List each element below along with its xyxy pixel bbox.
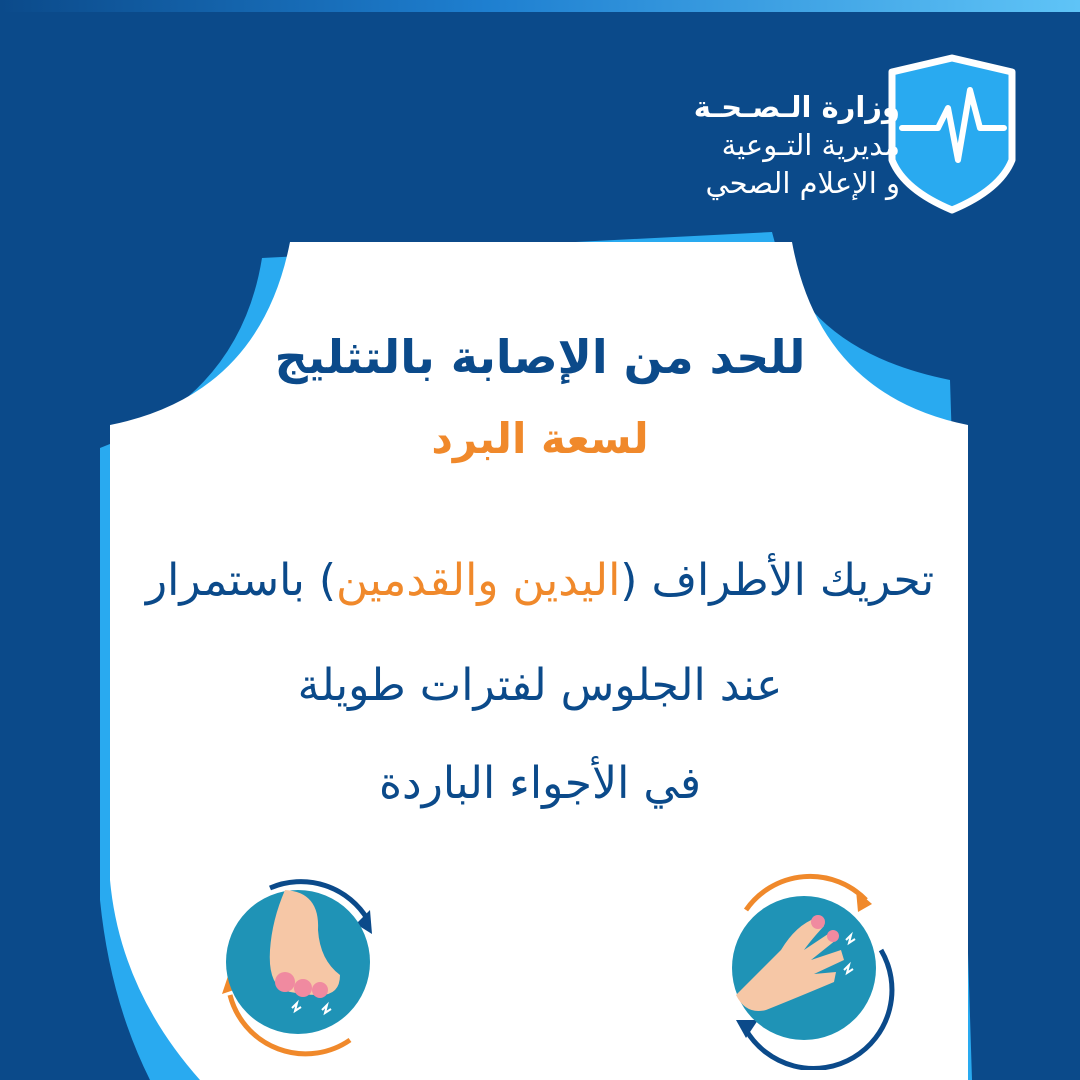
body-line-1	[0, 555, 1080, 606]
body-highlight: اليدين والقدمين	[335, 555, 621, 606]
hand-cold-icon	[706, 870, 906, 1070]
body-line-2: عند الجلوس لفترات طويلة	[297, 660, 783, 711]
foot-cold-icon	[200, 870, 400, 1070]
logo-line-3: و الإعلام الصحي	[705, 166, 900, 200]
body-line-1-end: ) باستمرار	[145, 555, 336, 606]
logo-line-1: وزارة الـصـحـة	[693, 90, 900, 124]
logo-line-2: مديرية التـوعية	[721, 128, 900, 162]
page-title: للحد من الإصابة بالتثليج	[274, 330, 806, 384]
body-line-3: في الأجواء الباردة	[378, 758, 702, 809]
page-subtitle: لسعة البرد	[431, 414, 649, 463]
body-line-1-start: تحريك الأطراف (	[620, 555, 935, 606]
